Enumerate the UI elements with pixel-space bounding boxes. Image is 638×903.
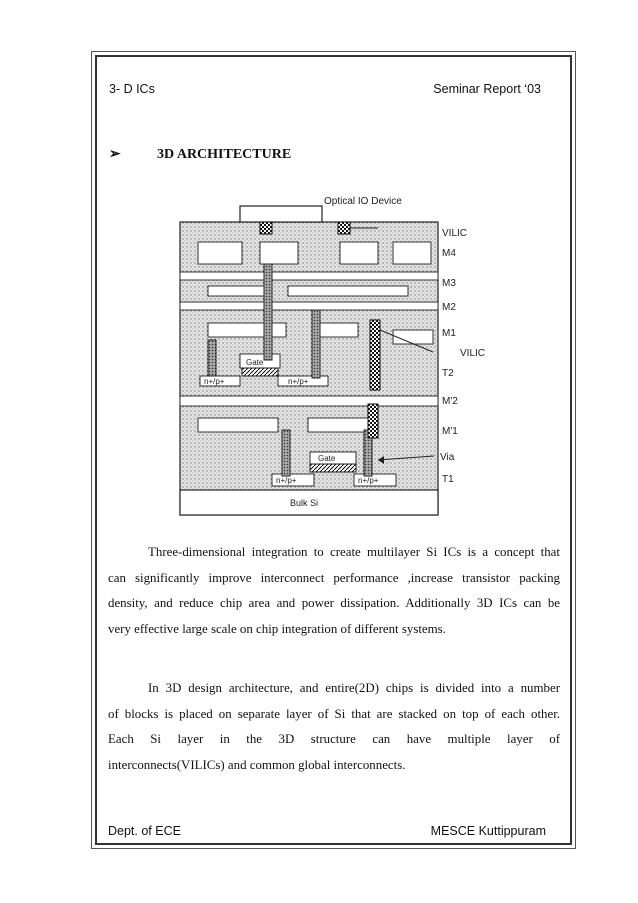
label-m4: M4	[442, 248, 456, 259]
arrow-bullet-icon: ➢	[109, 147, 121, 162]
paragraph-intro	[108, 540, 560, 642]
label-bulk-si: Bulk Si	[290, 498, 319, 508]
via-column	[208, 340, 216, 376]
label-via: Via	[440, 452, 455, 463]
via-column	[264, 264, 272, 360]
label-gate-upper: Gate	[246, 358, 264, 367]
label-nplus-b: n+/p+	[288, 377, 309, 386]
paragraph-line: of blocks is placed on separate layer of Si that are stacked on top of each other.	[108, 706, 560, 721]
label-nplus-d: n+/p+	[358, 476, 379, 485]
paragraph-line: interconnects(VILICs) and common global interconnects.	[108, 757, 406, 772]
layer-stack	[180, 222, 438, 515]
label-m3: M3	[442, 278, 456, 289]
label-optical: Optical IO Device	[324, 196, 402, 207]
label-m2-prime: M'2	[442, 396, 458, 407]
vilic-column	[260, 222, 272, 234]
paragraph-line: very effective large scale on chip integration of different systems.	[108, 621, 446, 636]
vilic-column	[370, 320, 380, 390]
lower-gate	[310, 464, 356, 472]
section-heading	[109, 146, 291, 163]
label-m1: M1	[442, 328, 456, 339]
paragraph-line: density, and reduce chip area and power dissipation. Additionally 3D ICs can be	[108, 596, 560, 610]
label-vilic-mid: VILIC	[460, 348, 486, 359]
paragraph-line: Each Si layer in the 3D structure can have multiple layer of	[108, 732, 560, 746]
via-column	[282, 430, 290, 476]
paragraph-design	[108, 676, 560, 778]
label-m2: M2	[442, 302, 456, 313]
label-gate-lower: Gate	[318, 454, 336, 463]
header-title: 3- D ICs	[109, 82, 155, 96]
section-title: 3D ARCHITECTURE	[157, 147, 292, 162]
label-t2: T2	[442, 368, 454, 379]
label-vilic-top: VILIC	[442, 228, 468, 239]
label-t1: T1	[442, 474, 454, 485]
via-column	[312, 310, 320, 378]
paragraph-line: Three-dimensional integration to create multilayer Si ICs is a concept that	[148, 545, 560, 559]
label-nplus-c: n+/p+	[276, 476, 297, 485]
vilic-column	[338, 222, 350, 234]
3d-architecture-diagram	[178, 190, 498, 520]
header-report: Seminar Report ‘03	[433, 82, 541, 96]
upper-gate	[242, 368, 278, 376]
vilic-column	[368, 404, 378, 438]
label-m1-prime: M'1	[442, 426, 458, 437]
paragraph-line: can significantly improve interconnect performance ,increase transistor packing	[108, 570, 560, 585]
optical-device-box	[240, 206, 322, 222]
label-nplus-a: n+/p+	[204, 377, 225, 386]
paragraph-line: In 3D design architecture, and entire(2D) chips is divided into a number	[148, 681, 560, 695]
footer-college: MESCE Kuttippuram	[430, 824, 546, 838]
footer-dept: Dept. of ECE	[108, 824, 181, 838]
